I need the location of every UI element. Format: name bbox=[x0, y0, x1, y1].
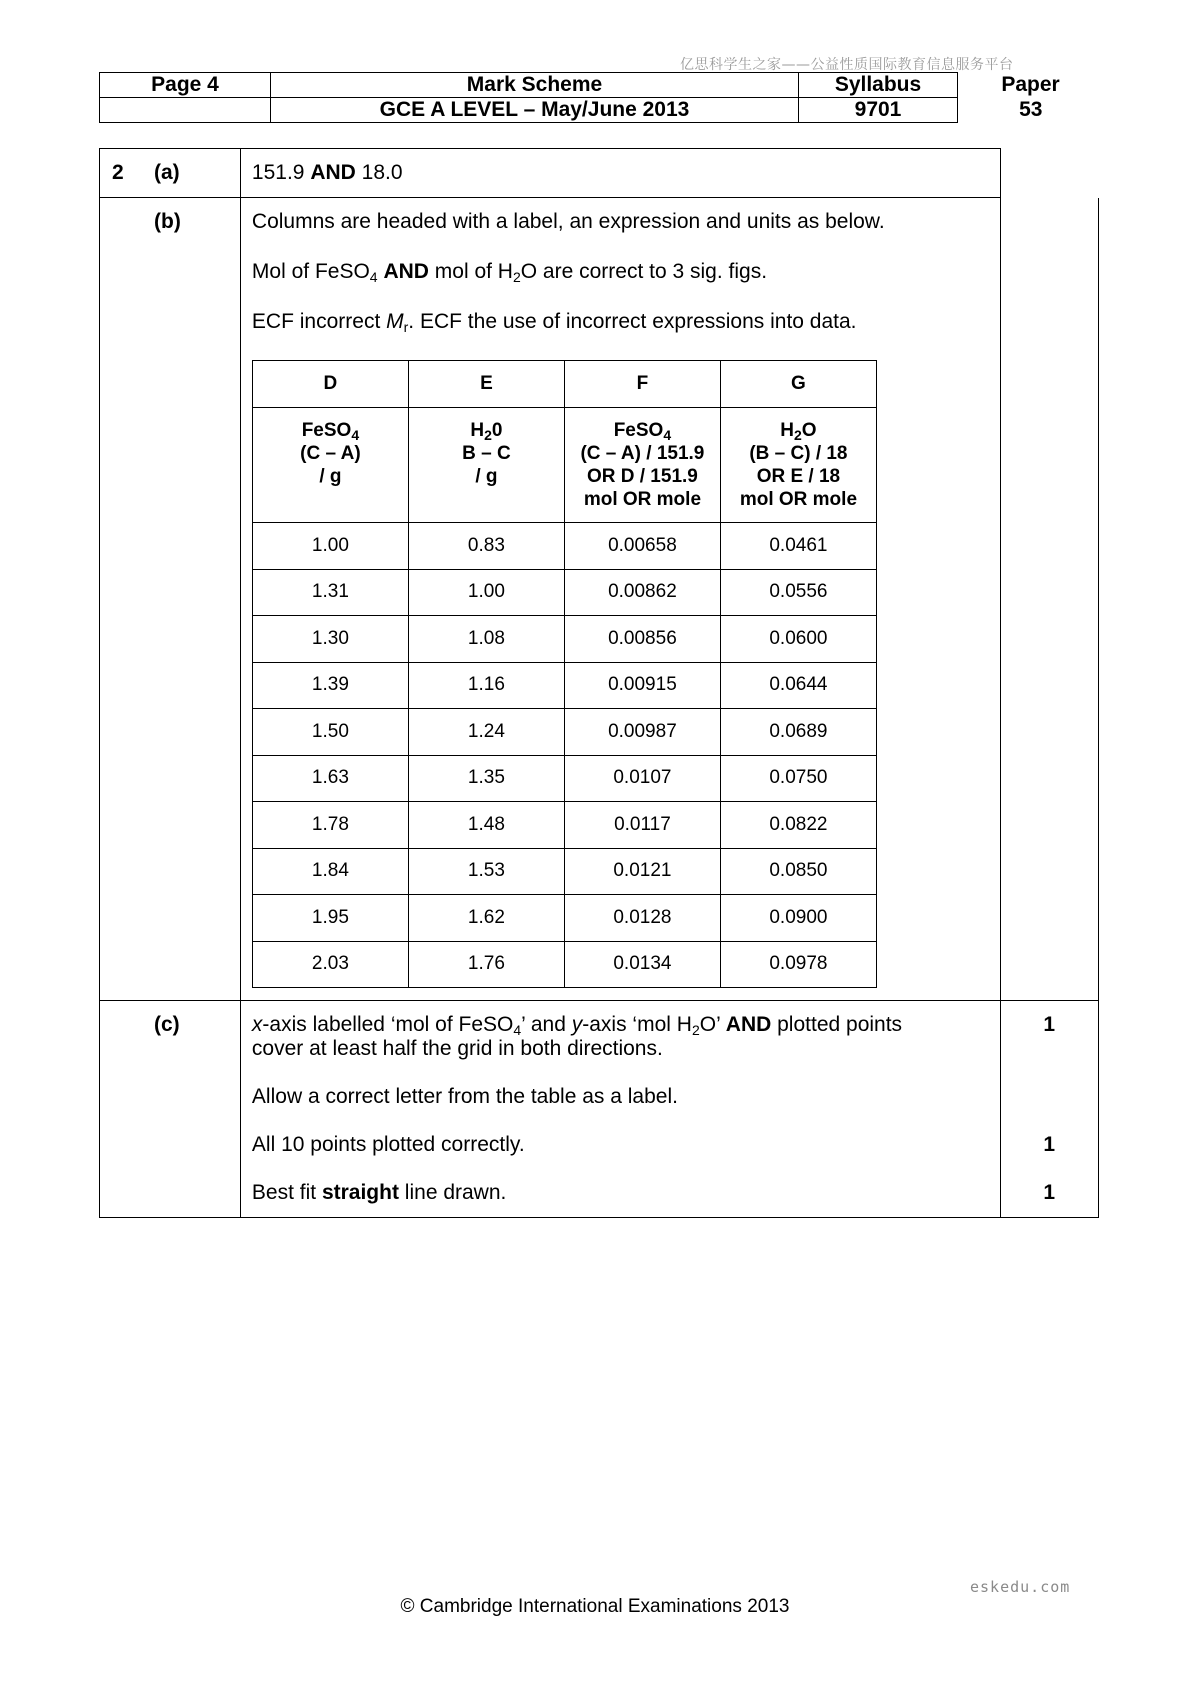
table-cell: 0.0689 bbox=[720, 709, 876, 756]
watermark-top: 亿思科学生之家——公益性质国际教育信息服务平台 bbox=[680, 57, 1014, 73]
table-cell: 0.0600 bbox=[720, 616, 876, 663]
answer-b-line2: Mol of FeSO$_4$ AND mol of $H_2O$ are correct to 3 sig. figs. bbox=[251, 260, 768, 285]
table-cell: 0.00862 bbox=[564, 569, 720, 616]
table-cell: 0.0644 bbox=[720, 662, 876, 709]
row-part-a bbox=[100, 149, 1099, 198]
results-table-body bbox=[252, 523, 876, 988]
table-cell: 1.00 bbox=[408, 569, 564, 616]
table-row bbox=[252, 569, 876, 616]
table-cell: 2.03 bbox=[252, 941, 408, 988]
table-cell: 1.16 bbox=[408, 662, 564, 709]
answer-a-value2: 18.0 bbox=[361, 161, 403, 184]
table-cell: 0.00915 bbox=[564, 662, 720, 709]
answer-c-p3: All 10 points plotted correctly. bbox=[251, 1133, 525, 1156]
answer-b bbox=[240, 198, 1000, 1001]
paper-number: 53 bbox=[1019, 98, 1043, 121]
table-row bbox=[252, 848, 876, 895]
table-cell: 1.53 bbox=[408, 848, 564, 895]
results-table-letter-row bbox=[252, 361, 876, 408]
watermark-bottom: eskedu.com bbox=[970, 1578, 1071, 1596]
table-cell: 1.95 bbox=[252, 895, 408, 942]
column-header: FeSO$_4$ (C – A) / g bbox=[252, 408, 408, 523]
table-cell: 1.50 bbox=[252, 709, 408, 756]
syllabus-label: Syllabus bbox=[799, 73, 958, 98]
column-letter: F bbox=[564, 361, 720, 408]
table-cell: 0.0822 bbox=[720, 802, 876, 849]
table-cell: 0.0117 bbox=[564, 802, 720, 849]
header-empty-cell bbox=[100, 98, 271, 123]
question-label-a bbox=[100, 149, 241, 198]
table-cell: 1.30 bbox=[252, 616, 408, 663]
question-label-c bbox=[100, 1001, 241, 1218]
column-header: $H_20$ B – C / g bbox=[408, 408, 564, 523]
page-label: Page 4 bbox=[100, 73, 271, 98]
results-table bbox=[252, 360, 877, 988]
part-label-c: (c) bbox=[154, 1013, 180, 1036]
question-label-b bbox=[100, 198, 241, 1001]
table-cell: 0.00987 bbox=[564, 709, 720, 756]
table-cell: 1.48 bbox=[408, 802, 564, 849]
answer-c-p4: Best fit straight line drawn. bbox=[251, 1181, 507, 1204]
answer-c-p1-line2: cover at least half the grid in both directions. bbox=[251, 1037, 663, 1060]
table-row bbox=[252, 755, 876, 802]
document-subtitle: GCE A LEVEL – May/June 2013 bbox=[271, 98, 799, 123]
mark-a bbox=[1000, 149, 1098, 198]
table-row bbox=[252, 802, 876, 849]
answer-b-line3: ECF incorrect $M_r$. ECF the use of incorrect expressions into data. bbox=[251, 310, 857, 335]
column-letter: E bbox=[408, 361, 564, 408]
answer-a-conj: AND bbox=[310, 161, 356, 184]
table-cell: 1.62 bbox=[408, 895, 564, 942]
syllabus-code: 9701 bbox=[799, 98, 958, 123]
table-cell: 0.0121 bbox=[564, 848, 720, 895]
table-cell: 1.35 bbox=[408, 755, 564, 802]
paper-label: Paper bbox=[1001, 73, 1060, 96]
table-row bbox=[252, 941, 876, 988]
table-cell: 1.84 bbox=[252, 848, 408, 895]
page-header bbox=[99, 72, 1104, 123]
column-letter: D bbox=[252, 361, 408, 408]
answer-a-value1: 151.9 bbox=[251, 161, 305, 184]
table-row bbox=[252, 523, 876, 570]
table-cell: 1.63 bbox=[252, 755, 408, 802]
table-cell: 0.0850 bbox=[720, 848, 876, 895]
table-cell: 0.83 bbox=[408, 523, 564, 570]
answer-c-p2: Allow a correct letter from the table as a label. bbox=[251, 1085, 678, 1108]
table-cell: 0.0556 bbox=[720, 569, 876, 616]
table-cell: 0.0750 bbox=[720, 755, 876, 802]
table-cell: 1.31 bbox=[252, 569, 408, 616]
table-cell: 1.78 bbox=[252, 802, 408, 849]
results-table-header-row bbox=[252, 408, 876, 523]
table-cell: 1.76 bbox=[408, 941, 564, 988]
table-cell: 0.0134 bbox=[564, 941, 720, 988]
table-cell: 0.0461 bbox=[720, 523, 876, 570]
document-title: Mark Scheme bbox=[271, 73, 799, 98]
mark-b bbox=[1000, 198, 1098, 1001]
table-cell: 0.00856 bbox=[564, 616, 720, 663]
table-cell: 0.0978 bbox=[720, 941, 876, 988]
table-cell: 1.39 bbox=[252, 662, 408, 709]
table-row bbox=[252, 616, 876, 663]
column-header: $H_2O$ (B – C) / 18 OR E / 18 mol OR mole bbox=[720, 408, 876, 523]
table-row bbox=[252, 895, 876, 942]
part-label-a: (a) bbox=[154, 161, 180, 184]
row-part-c bbox=[100, 1001, 1099, 1218]
marks-c bbox=[1000, 1001, 1098, 1218]
table-cell: 0.0107 bbox=[564, 755, 720, 802]
mark-scheme-table bbox=[99, 148, 1099, 1218]
table-cell: 0.0900 bbox=[720, 895, 876, 942]
mark-value: 1 bbox=[1043, 1133, 1056, 1156]
part-label-b: (b) bbox=[154, 210, 181, 233]
answer-c bbox=[240, 1001, 1000, 1218]
question-number: 2 bbox=[112, 161, 124, 184]
table-cell: 1.24 bbox=[408, 709, 564, 756]
table-cell: 1.08 bbox=[408, 616, 564, 663]
answer-a bbox=[240, 149, 1000, 198]
table-row bbox=[252, 662, 876, 709]
table-cell: 1.00 bbox=[252, 523, 408, 570]
column-header: FeSO$_4$ (C – A) / 151.9 OR D / 151.9 mol OR mole bbox=[564, 408, 720, 523]
answer-b-line1: Columns are headed with a label, an expression and units as below. bbox=[251, 210, 885, 233]
row-part-b bbox=[100, 198, 1099, 1001]
footer-copyright: © Cambridge International Examinations 2013 bbox=[400, 1596, 790, 1617]
mark-value: 1 bbox=[1043, 1181, 1056, 1204]
table-cell: 0.00658 bbox=[564, 523, 720, 570]
table-cell: 0.0128 bbox=[564, 895, 720, 942]
table-row bbox=[252, 709, 876, 756]
column-letter: G bbox=[720, 361, 876, 408]
mark-value: 1 bbox=[1043, 1013, 1056, 1036]
answer-c-p1: x-axis labelled ‘mol of FeSO$_4$’ and y-axis ‘mol $H_2O$’ AND plotted points bbox=[251, 1013, 903, 1038]
